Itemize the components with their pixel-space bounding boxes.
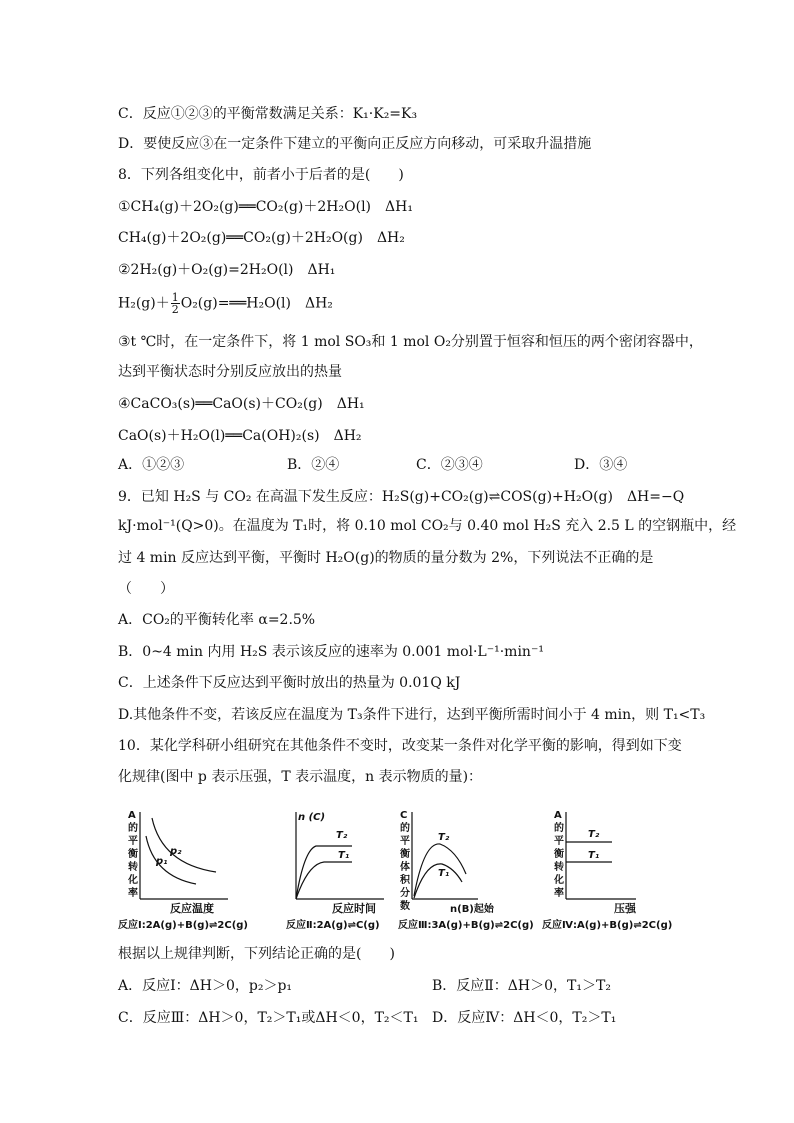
chart4-label-t2: T₂ [588, 829, 600, 840]
q9-option-b: B．0~4 min 内用 H₂S 表示该反应的速率为 0.001 mol·L⁻¹·min⁻¹ [118, 644, 544, 660]
chart4-label-t1: T₁ [588, 850, 600, 861]
q9-stem-line3: 过 4 min 反应达到平衡，平衡时 H₂O(g)的物质的量分数为 2%，下列说法不正确的是 [118, 550, 654, 566]
chart3-ylabel-7: 分 [400, 888, 410, 899]
chart-reaction-2 [286, 806, 388, 934]
q8-item1a: ①CH₄(g)＋2O₂(g)══CO₂(g)＋2H₂O(l) ΔH₁ [118, 199, 413, 215]
q7-option-c: C．反应①②③的平衡常数满足关系：K₁·K₂=K₃ [118, 106, 418, 122]
chart3-ylabel-6: 积 [400, 875, 410, 886]
q8-item1b: CH₄(g)＋2O₂(g)══CO₂(g)＋2H₂O(g) ΔH₂ [118, 230, 405, 246]
chart1-xlabel: 反应温度 [170, 902, 214, 915]
chart3-ylabel-3: 平 [400, 836, 410, 847]
q8-item4b: CaO(s)＋H₂O(l)══Ca(OH)₂(s) ΔH₂ [118, 428, 362, 444]
chart1-ylabel-3: 平 [128, 836, 138, 847]
q8-option-c: C．②③④ [416, 457, 483, 473]
chart3-ylabel-8: 数 [400, 901, 410, 912]
chart4-ylabel-1: A [554, 810, 562, 821]
chart2-caption: 反应Ⅱ:2A(g)⇌C(g) [286, 920, 380, 931]
q8-item3a: ③t ℃时，在一定条件下，将 1 mol SO₃和 1 mol O₂分别置于恒容和恒压的两个密闭容器中， [118, 334, 703, 350]
fraction-denominator: 2 [171, 303, 179, 316]
chart4-ylabel-3: 平 [554, 836, 564, 847]
q9-option-d: D.其他条件不变，若该反应在温度为 T₃条件下进行，达到平衡所需时间小于 4 min，则 T₁<T₃ [118, 707, 706, 723]
chart-reaction-4 [540, 806, 676, 934]
q8-item2a: ②2H₂(g)＋O₂(g)=2H₂O(l) ΔH₁ [118, 262, 336, 278]
q9-option-a: A．CO₂的平衡转化率 α=2.5% [118, 612, 316, 628]
q8-option-b: B．②④ [287, 457, 340, 473]
chart-reaction-3 [396, 806, 534, 934]
q8-item2b [118, 292, 333, 315]
q8-stem: 8．下列各组变化中，前者小于后者的是( ) [118, 167, 404, 183]
q9-stem-line2: kJ·mol⁻¹(Q>0)。在温度为 T₁时，将 0.10 mol CO₂与 0.40 mol H₂S 充入 2.5 L 的空钢瓶中，经 [118, 518, 737, 534]
q10-option-d: D．反应Ⅳ：ΔH＜0，T₂＞T₁ [432, 1010, 617, 1026]
chart1-label-p2: p₂ [170, 846, 182, 857]
chart1-ylabel-5: 转 [128, 862, 138, 873]
chart3-ylabel-4: 衡 [400, 849, 410, 860]
chart1-ylabel-2: 的 [128, 823, 138, 834]
chart1-ylabel-7: 率 [128, 888, 138, 899]
q10-option-b: B．反应Ⅱ：ΔH＞0，T₁＞T₂ [432, 978, 611, 994]
q9-stem-line1: 9．已知 H₂S 与 CO₂ 在高温下发生反应：H₂S(g)+CO₂(g)⇌COS(g)+H₂O(g) ΔH=−Q [118, 489, 685, 505]
q9-stem-line4: （ ） [118, 581, 174, 597]
chart1-ylabel-4: 衡 [128, 849, 138, 860]
chart1-series-p1 [146, 836, 196, 884]
chart2-label-t1: T₁ [338, 850, 350, 861]
q8-item2b-pre: H₂(g)＋ [118, 295, 170, 312]
q10-option-c: C．反应Ⅲ：ΔH＞0，T₂＞T₁或ΔH＜0，T₂＜T₁ [118, 1010, 419, 1026]
chart4-ylabel-6: 化 [554, 875, 564, 886]
chart3-ylabel-1: C [400, 810, 408, 821]
q10-conclusion: 根据以上规律判断，下列结论正确的是( ) [118, 946, 395, 962]
chart3-label-t2: T₂ [438, 832, 450, 843]
chart1-ylabel-1: A [128, 810, 136, 821]
chart4-ylabel-4: 衡 [554, 849, 564, 860]
chart1-ylabel-6: 化 [128, 875, 138, 886]
q9-option-c: C．上述条件下反应达到平衡时放出的热量为 0.01Q kJ [118, 675, 461, 691]
q7-option-d: D．要使反应③在一定条件下建立的平衡向正反应方向移动，可采取升温措施 [118, 136, 592, 152]
chart3-label-t1: T₁ [438, 868, 450, 879]
q8-option-a: A．①②③ [118, 457, 185, 473]
chart1-label-p1: p₁ [156, 856, 168, 867]
q10-stem-line1: 10．某化学科研小组研究在其他条件不变时，改变某一条件对化学平衡的影响，得到如下变 [118, 738, 682, 754]
chart4-xlabel: 压强 [614, 902, 636, 915]
q8-item3b: 达到平衡状态时分别反应放出的热量 [118, 364, 342, 380]
chart3-ylabel-5: 体 [400, 862, 410, 873]
chart3-caption: 反应Ⅲ:3A(g)+B(g)⇌2C(g) [398, 920, 534, 931]
chart3-ylabel-2: 的 [400, 823, 410, 834]
chart2-series-t1 [296, 862, 352, 899]
q8-option-d: D．③④ [574, 457, 628, 473]
chart4-ylabel-5: 转 [554, 862, 564, 873]
fraction-numerator: 1 [171, 291, 179, 304]
chart4-caption: 反应Ⅳ:A(g)+B(g)⇌2C(g) [542, 920, 673, 931]
q8-item2b-post: O₂(g)=══H₂O(l) ΔH₂ [180, 295, 333, 312]
chart2-label-t2: T₂ [336, 830, 348, 841]
chart2-ylabel: n (C) [298, 812, 326, 823]
chart1-caption: 反应Ⅰ:2A(g)+B(g)⇌2C(g) [118, 920, 248, 931]
chart4-ylabel-7: 率 [554, 888, 564, 899]
chart3-xlabel: n(B)起始 [450, 904, 494, 915]
q10-stem-line2: 化规律(图中 p 表示压强，T 表示温度，n 表示物质的量)： [118, 769, 483, 785]
q10-option-a: A．反应Ⅰ：ΔH＞0，p₂＞p₁ [118, 978, 293, 994]
fraction-one-half [171, 292, 180, 315]
chart4-ylabel-2: 的 [554, 823, 564, 834]
q8-item4a: ④CaCO₃(s)══CaO(s)＋CO₂(g) ΔH₁ [118, 396, 365, 412]
chart2-xlabel: 反应时间 [332, 902, 376, 915]
chart-reaction-1 [118, 806, 248, 934]
